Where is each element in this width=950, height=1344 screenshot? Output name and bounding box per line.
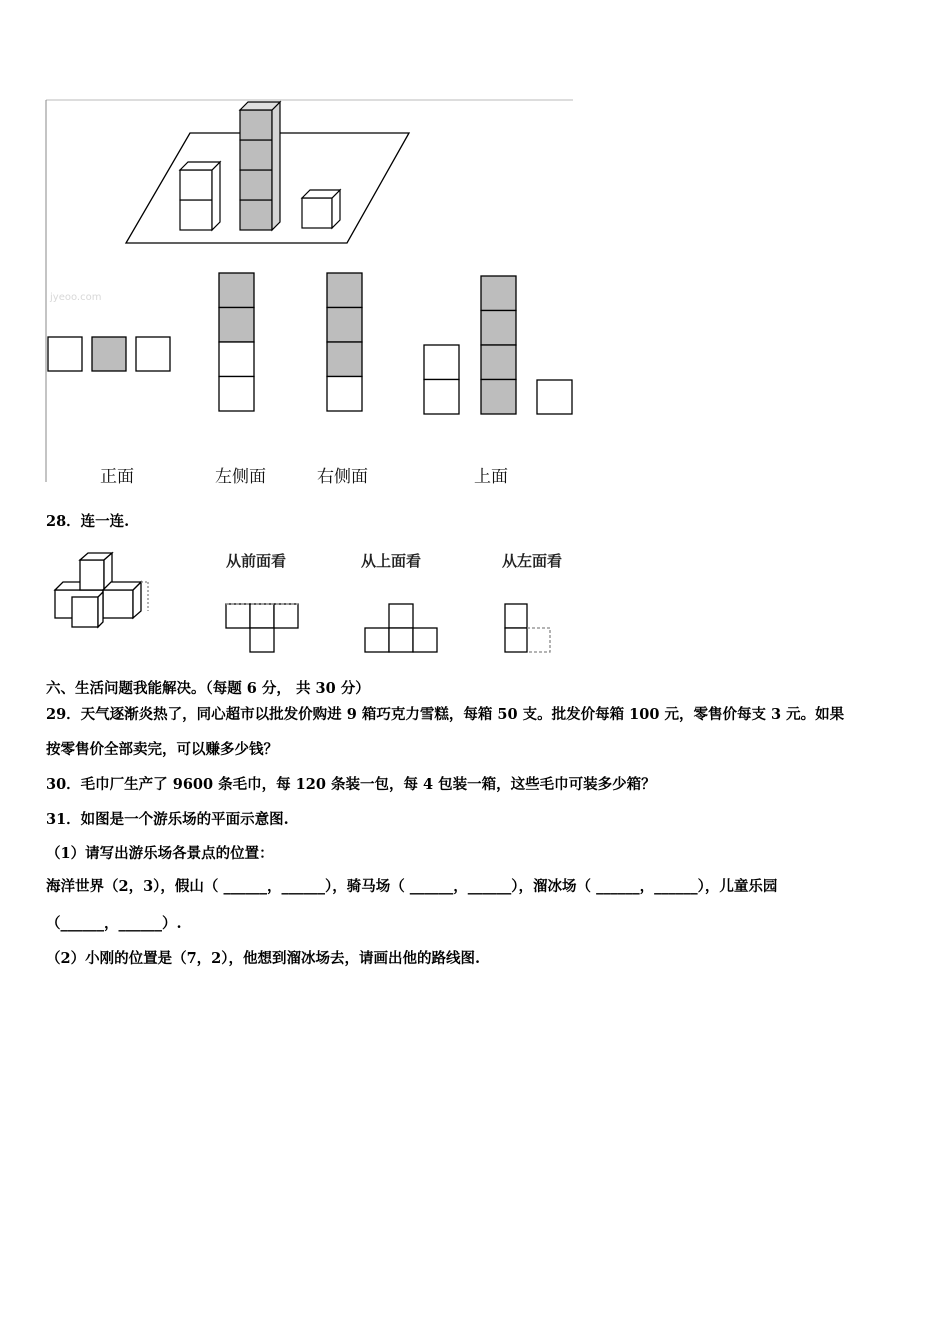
q31-part1: （1）请写出游乐场各景点的位置：: [46, 845, 274, 862]
q31-part2: （2）小刚的位置是（7，2），他想到溜冰场去，请画出他的路线图.: [46, 950, 481, 967]
cube-stack-left: [180, 162, 220, 230]
q28-figures: [0, 540, 950, 665]
watermark: jyeoo.com: [50, 292, 102, 303]
view-left-side: [219, 273, 254, 411]
q31-line2: （______，______）.: [46, 915, 182, 932]
caption-front: 正面: [100, 467, 134, 487]
view-right-side: [327, 273, 362, 411]
q29-line1: 29．天气逐渐炎热了，同心超市以批发价购进 9 箱巧克力雪糕，每箱 50 支。批发价每箱 100 元，零售价每支 3 元。如果: [46, 706, 845, 723]
cube-stack-middle: [240, 102, 280, 230]
caption-right-side: 右侧面: [317, 467, 368, 487]
q29-line2: 按零售价全部卖完，可以赚多少钱？: [46, 741, 278, 758]
caption-left-side: 左侧面: [215, 467, 266, 487]
q28-title: 28．连一连.: [46, 513, 130, 530]
cube-single-right: [302, 190, 340, 228]
view-top: [424, 276, 572, 414]
q28-solid: [55, 553, 148, 627]
view-front: [48, 337, 170, 371]
q28-view-front: [226, 604, 298, 652]
caption-top: 上面: [474, 467, 508, 487]
q31-line1: 海洋世界（2，3），假山（ ______，______），骑马场（ ______，______），溜冰场（ ______，______），儿童乐园: [46, 878, 778, 895]
q28-label-left: 从左面看: [502, 552, 563, 570]
q31-title: 31．如图是一个游乐场的平面示意图.: [46, 811, 289, 828]
q30-text: 30．毛巾厂生产了 9600 条毛巾，每 120 条装一包，每 4 包装一箱，这些毛巾可装多少箱？: [46, 776, 656, 793]
q28-label-top: 从上面看: [361, 552, 422, 570]
block-views-figure: [0, 0, 950, 500]
q28-view-left: [505, 604, 550, 652]
q28-view-top: [365, 604, 437, 652]
q28-label-front: 从前面看: [226, 552, 287, 570]
section-6-heading: 六、生活问题我能解决。（每题 6 分， 共 30 分）: [46, 680, 370, 697]
